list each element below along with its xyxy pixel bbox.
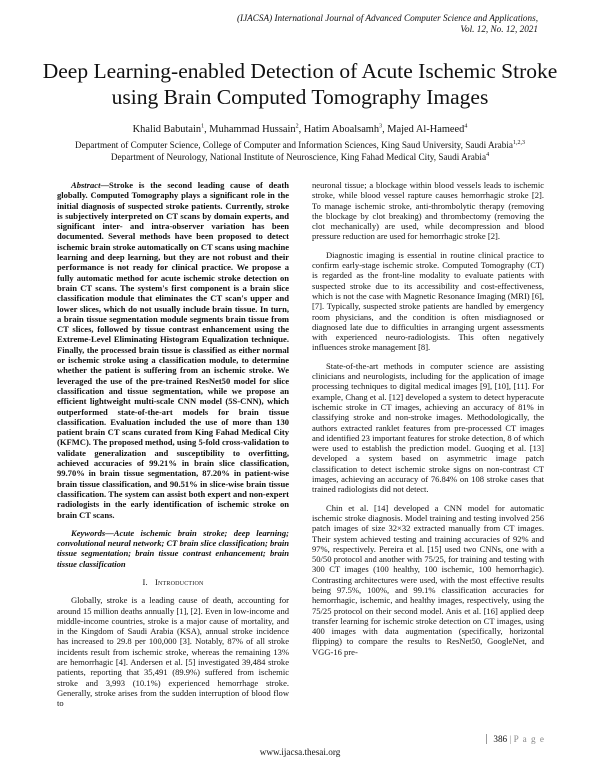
author-name: Muhammad Hussain bbox=[209, 124, 296, 135]
author-sup: 4 bbox=[464, 123, 468, 130]
journal-header-line1: (IJACSA) International Journal of Advanced Computer Science and Applications, bbox=[236, 13, 538, 23]
affiliation-2-text: Department of Neurology, National Institute of Neuroscience, King Fahad Medical City, Saudi Arabia bbox=[110, 152, 487, 162]
journal-url: www.ijacsa.thesai.org bbox=[259, 747, 341, 757]
author-sup: 2 bbox=[295, 123, 299, 130]
affiliation-2-sup: 4 bbox=[486, 151, 490, 158]
author-list: Khalid Babutain$^1$, Muhammad Hussain$^2$, Hatim Aboalsamh$^3$, Majed Al-Hameed$^4$ bbox=[132, 123, 468, 135]
left-column bbox=[57, 180, 289, 709]
body-paragraph: Chin et al. [14] developed a CNN model for automatic ischemic stroke diagnosis. Model training and testing involved 256 patch images of size 32×32 extracted manually from CT images. Their system achieved testing and training accuracies of 92% and 97%, respectively. Pereira et al. [15] used two CNNs, one with a 50/50 protocol and another with 75/25, for training and testing with 300 CT images (100 healthy, 100 ischemic, 100 hemorrhagic). Contrasting architectures were used, with the most effective results being 97.5%, 100%, and 99.1% classification accuracies for hemorrhagic, ischemic, and healthy images, respectively, using the 75/25 protocol on their second model. Anis et al. [16] applied deep transfer learning for ischemic stroke detection on CT images, using 400 images with data augmentation (specifically, horizontal flipping) to compare the results to ResNet50, GoogleNet, and VGG-16 pre- bbox=[312, 502, 544, 657]
keywords-text: Acute ischemic brain stroke; deep learning; convolutional neural network; CT brain slice classification; brain tissue segmentation; brain tissue contrast enhancement; brain tissue classification bbox=[57, 527, 289, 569]
affiliation-1 bbox=[0, 140, 600, 152]
page-number bbox=[486, 734, 545, 744]
section-number: I. bbox=[142, 576, 148, 587]
right-column bbox=[312, 180, 544, 657]
keywords-label: Keywords bbox=[71, 527, 106, 538]
journal-header-line2: Vol. 12, No. 12, 2021 bbox=[460, 24, 538, 34]
page-number-separator: | bbox=[509, 734, 512, 744]
author-name: Majed Al-Hameed bbox=[387, 124, 465, 135]
abstract-text: Stroke is the second leading cause of death globally. Computed Tomography plays a significant role in the initial diagnosis of suspected stroke patients. Currently, stroke is subjectively interpreted on CT scans by domain experts, and significant inter- and intra-observer variation has been documented. Several methods have been proposed to detect ischemic brain stroke automatically on CT scans using machine learning and deep learning, but they are not robust and their performance is not ready for clinical practice. We propose a fully automatic method for acute ischemic stroke detection on brain CT scans. The system's first component is a brain slice classification module that eliminates the CT scan's upper and lower slices, which do not usually include brain tissue. In turn, a brain tissue segmentation module segments brain tissue from CT slices, followed by tissue contrast enhancement using the Extreme-Level Eliminating Histogram Equalization technique. Finally, the processed brain tissue is classified as either normal or ischemic stroke using a classification module, to determine whether the patient is suffering from an ischemic stroke. We leveraged the use of the pre-trained ResNet50 model for slice classification and tissue segmentation, while we propose an efficient lightweight multi-scale CNN model (5S-CNN), which outperformed state-of-the-art models for brain tissue classification. Evaluation included the use of more than 130 patient brain CT scans curated from King Fahad Medical City (KFMC). The proposed method, using 5-fold cross-validation to validate generalization and susceptibility to overfitting, achieved accuracies of 99.21% in brain slice classification, 99.70% in brain tissue segmentation, 87.20% in patient-wise brain tissue classification, and 90.51% in slice-wise brain tissue classification. The system can assist both expert and non-expert radiologists in the early identification of ischemic stroke on brain CT scans. bbox=[57, 180, 289, 520]
abstract-dash: — bbox=[100, 180, 109, 190]
section-heading-introduction bbox=[57, 577, 289, 587]
page-number-value: 386 bbox=[493, 734, 508, 744]
affiliation-1-text: Department of Computer Science, College of Computer and Information Sciences, King Saud University, Saudi Arabia bbox=[74, 140, 513, 150]
author-sup: 3 bbox=[379, 123, 383, 130]
body-paragraph: State-of-the-art methods in computer science are assisting clinicians and neurologists, including for the application of image processing techniques to digital medical images [9], [10], [11]. For example, Chang et al. [12] developed a system to detect hyperacute ischemic stroke in CT images, achieving an accuracy of 81% in classifying stroke and non-stroke images. Methodologically, the authors extracted ranklet features from pre-processed CT images and identified 23 important features for stroke detection, 8 of which were used to establish the prediction model. Guoqing et al. [13] developed a system based on asymmetric image patch classification to detect ischemic stroke signs on non-contrast CT images, achieving an accuracy of 76.84% on 108 stroke cases that trained radiologists did not detect. bbox=[312, 360, 544, 495]
section-title: Introduction bbox=[154, 576, 204, 587]
body-paragraph: neuronal tissue; a blockage within blood vessels leads to ischemic stroke, while blood vessel rapture causes hemorrhagic stroke [2]. To manage ischemic stroke, anti-thrombolytic therapy (removing the blockage by clot breaking) and thrombectomy (removing the clot mechanically) are used, while decompression and blood pressure reduction are used for hemorrhagic stroke [2]. bbox=[312, 180, 544, 242]
journal-header bbox=[158, 13, 538, 35]
paper-title: Deep Learning-enabled Detection of Acute Ischemic Stroke using Brain Computed Tomography Images bbox=[42, 59, 558, 109]
body-paragraph: Globally, stroke is a leading cause of death, accounting for around 15 million deaths annually [1], [2]. Even in low-income and middle-income countries, stroke is a major cause of mortality, and in the Kingdom of Saudi Arabia (KSA), annual stroke incidence has increased to 29.8 per 100,000 [3]. Notably, 87% of all stroke incidents result from ischemic stroke, whereas the remaining 13% are hemorrhagic [4]. Andersen et al. [5] investigated 39,484 stroke patients, reporting that 35,491 (89.9%) suffered from ischemic stroke and 3,993 (10.1%) experienced hemorrhage stroke. Generally, stroke arises from the sudden interruption of blood flow to bbox=[57, 595, 289, 709]
body-paragraph: Diagnostic imaging is essential in routine clinical practice to confirm early-stage ischemic stroke. Computed Tomography (CT) is regarded as the front-line modality to evaluate patients with suspected stroke due to its accessibility and cost-effectiveness, which is not the case with Magnetic Resonance Imaging (MRI) [6], [7]. Typically, suspected stroke patients are handled by emergency room physicians, and the condition is often misdiagnosed or diagnosed late due to difficulties in arranging urgent assessments with experienced neuro-radiologists. This often negatively influences stroke management [8]. bbox=[312, 249, 544, 353]
keywords-dash: — bbox=[105, 527, 114, 538]
author-name: Khalid Babutain bbox=[132, 124, 202, 135]
author-name: Hatim Aboalsamh bbox=[303, 124, 380, 135]
affiliation-1-sup: 1,2,3 bbox=[513, 139, 525, 146]
keywords bbox=[57, 528, 289, 569]
page-word: P a g e bbox=[513, 734, 545, 744]
abstract-label: Abstract bbox=[71, 180, 101, 190]
abstract bbox=[57, 180, 289, 520]
author-sup: 1 bbox=[201, 123, 205, 130]
affiliation-2 bbox=[0, 152, 600, 164]
